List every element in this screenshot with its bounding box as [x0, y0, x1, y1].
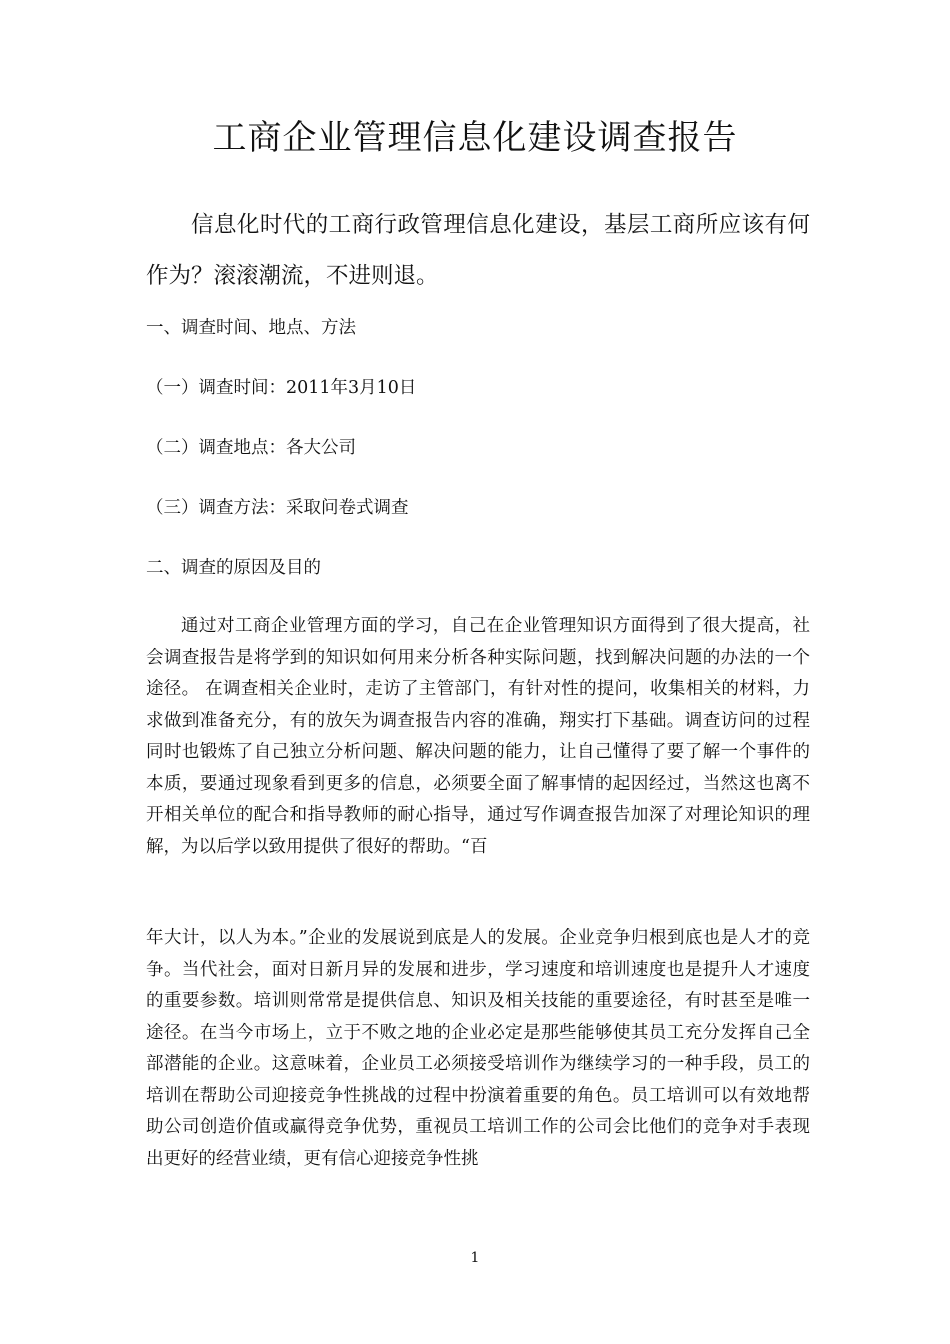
body-paragraph-1: 通过对工商企业管理方面的学习，自己在企业管理知识方面得到了很大提高，社会调查报告是将学到的知识如何用来分析各种实际问题，找到解决问题的办法的一个途径。 在调查相关企业时，走访了主管部门，有针对性的提问，收集相关的材料，力求做到准备充分，有的放矢为调查报告内容的准确，翔实打下基础。调查访问的过程同时也锻炼了自己独立分析问题、解决问题的能力，让自己懂得了要了解一个事件的本质，要通过现象看到更多的信息，必须要全面了解事情的起因经过，当然这也离不开相关单位的配合和指导教师的耐心指导，通过写作调查报告加深了对理论知识的理解，为以后学以致用提供了很好的帮助。“百 — [146, 616, 810, 857]
survey-method-item: （三）调查方法：采取问卷式调查 — [146, 498, 409, 518]
survey-location-item: （二）调查地点：各大公司 — [146, 438, 356, 458]
intro-paragraph: 信息化时代的工商行政管理信息化建设，基层工商所应该有何作为？滚滚潮流，不进则退。 — [146, 212, 810, 289]
section-1-heading: 一、调查时间、地点、方法 — [146, 318, 356, 338]
survey-time-item: （一）调查时间：2011年3月10日 — [146, 378, 417, 398]
body-paragraph-2: 年大计，以人为本。”企业的发展说到底是人的发展。企业竞争归根到底也是人才的竞争。当代社会，面对日新月异的发展和进步，学习速度和培训速度也是提升人才速度的重要参数。培训则常常是提供信息、知识及相关技能的重要途径，有时甚至是唯一途径。在当今市场上，立于不败之地的企业必定是那些能够使其员工充分发挥自己全部潜能的企业。这意味着，企业员工必须接受培训作为继续学习的一种手段，员工的培训在帮助公司迎接竞争性挑战的过程中扮演着重要的角色。员工培训可以有效地帮助公司创造价值或赢得竞争优势，重视员工培训工作的公司会比他们的竞争对手表现出更好的经营业绩，更有信心迎接竞争性挑 — [146, 928, 810, 1169]
document-title: 工商企业管理信息化建设调查报告 — [212, 118, 738, 158]
page-number: 1 — [470, 1250, 480, 1266]
section-2-heading: 二、调查的原因及目的 — [146, 558, 321, 578]
